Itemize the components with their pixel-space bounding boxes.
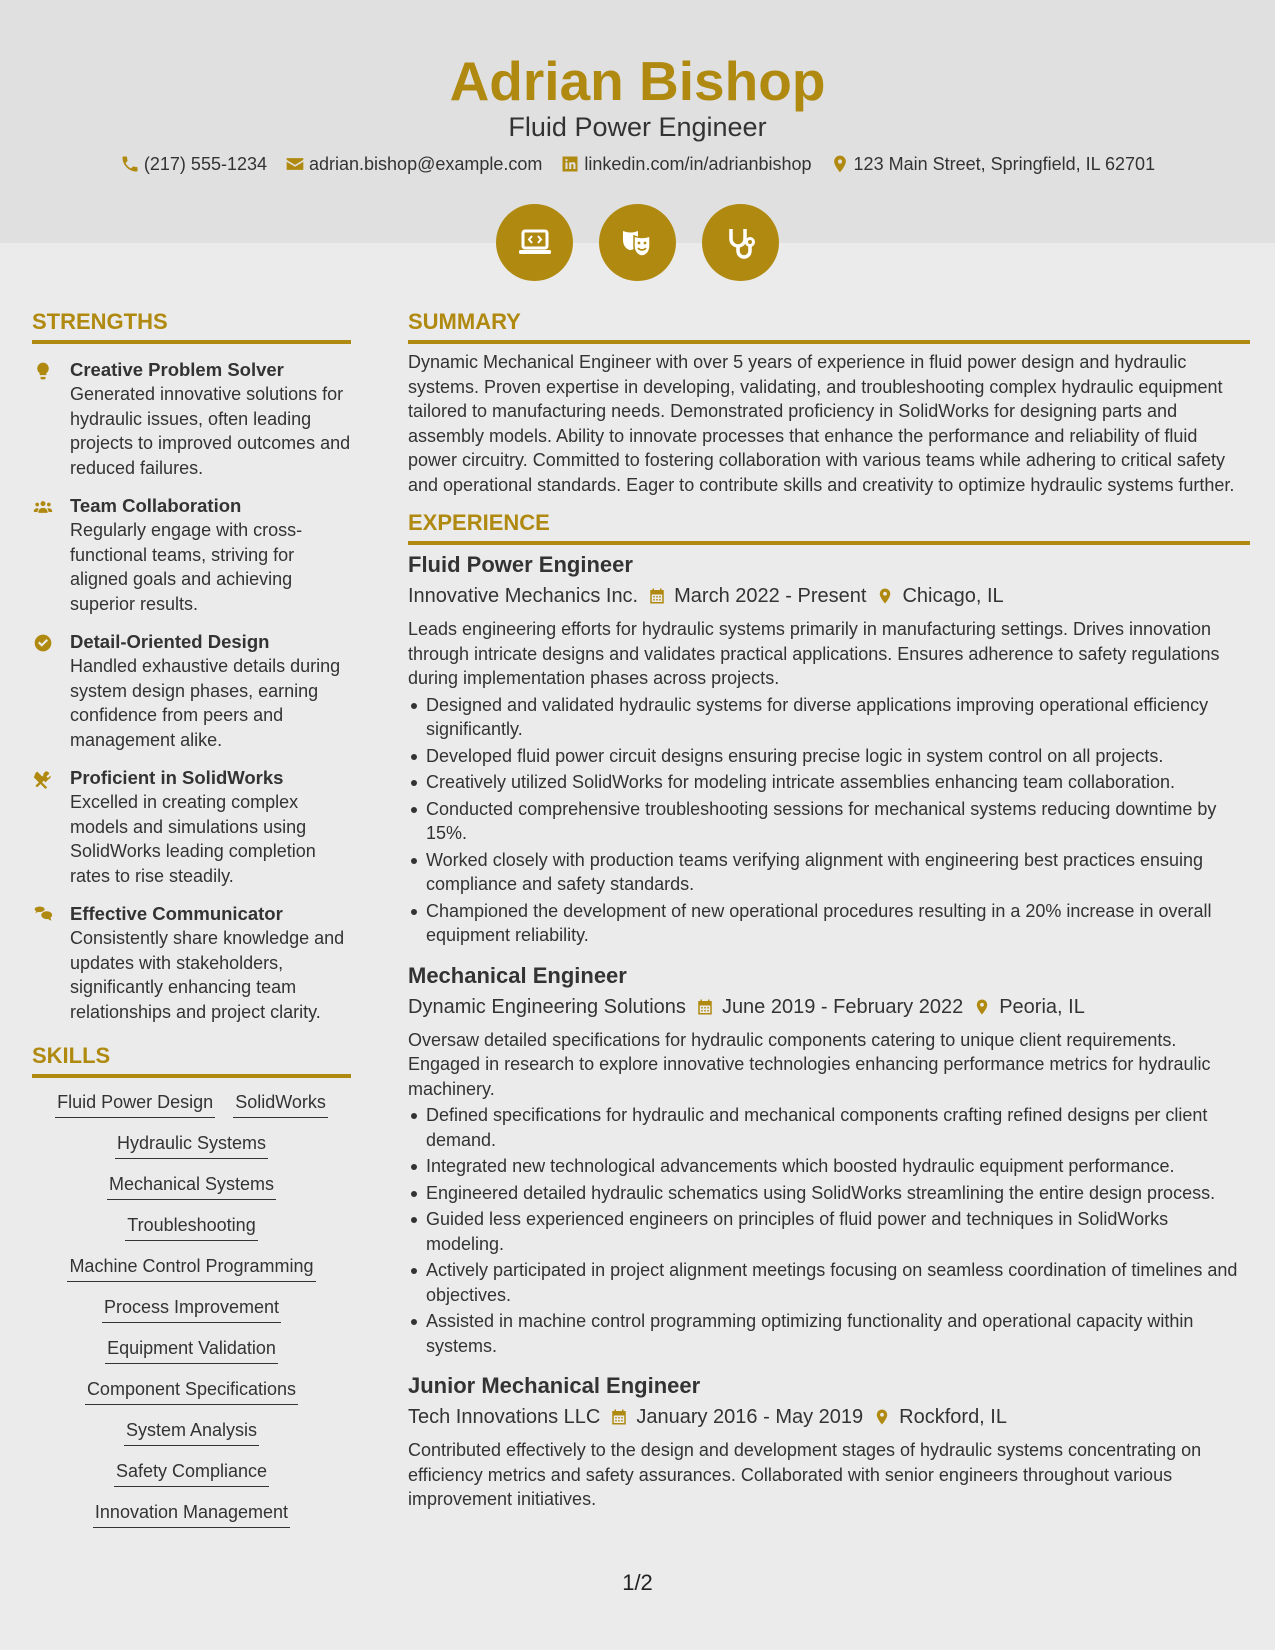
job-bullet: Designed and validated hydraulic systems for diverse applications improving operational efficiency significantly. bbox=[408, 693, 1250, 742]
contact-phone[interactable] bbox=[120, 152, 267, 176]
contact-phone-text: (217) 555-1234 bbox=[143, 154, 267, 174]
skill-tag: Fluid Power Design bbox=[55, 1090, 215, 1118]
contact-linkedin-text: linkedin.com/in/adrianbishop bbox=[584, 154, 812, 174]
strengths-heading: STRENGTHS bbox=[32, 308, 351, 344]
skills-heading: SKILLS bbox=[32, 1042, 351, 1078]
job-entry bbox=[408, 1372, 1250, 1512]
strength-desc: Excelled in creating complex models and simulations using SolidWorks leading completion rates to rise steadily. bbox=[70, 792, 316, 886]
job-bullet: Defined specifications for hydraulic and mechanical components crafting refined designs per client demand. bbox=[408, 1103, 1250, 1152]
skill-tag: Equipment Validation bbox=[105, 1336, 278, 1364]
skills-list bbox=[32, 1090, 351, 1528]
strength-item bbox=[32, 766, 351, 888]
strength-title: Creative Problem Solver bbox=[70, 359, 284, 380]
skill-tag: Hydraulic Systems bbox=[115, 1131, 268, 1159]
location-icon bbox=[973, 997, 991, 1017]
calendar-icon bbox=[696, 997, 714, 1017]
job-company: Tech Innovations LLC bbox=[408, 1406, 601, 1428]
skill-tag: System Analysis bbox=[124, 1418, 259, 1446]
strength-desc: Regularly engage with cross-functional teams, striving for aligned goals and achieving superior results. bbox=[70, 520, 303, 614]
theater-masks-icon bbox=[618, 223, 658, 263]
job-location: Rockford, IL bbox=[899, 1406, 1007, 1428]
job-dates: March 2022 - Present bbox=[674, 585, 867, 607]
badge-laptop-code bbox=[496, 204, 573, 281]
experience-heading: EXPERIENCE bbox=[408, 509, 1250, 545]
job-bullet: Worked closely with production teams verifying alignment with engineering best practices ensuing compliance and safety standards. bbox=[408, 848, 1250, 897]
skill-tag: Safety Compliance bbox=[114, 1459, 269, 1487]
job-meta bbox=[408, 1404, 1250, 1430]
check-circle-icon bbox=[32, 633, 54, 653]
job-meta bbox=[408, 994, 1250, 1020]
strength-desc: Handled exhaustive details during system design phases, earning confidence from peers and management alike. bbox=[70, 656, 341, 750]
location-icon bbox=[873, 1407, 891, 1427]
skill-tag: Innovation Management bbox=[93, 1500, 290, 1528]
laptop-code-icon bbox=[515, 223, 555, 263]
strength-desc: Consistently share knowledge and updates with stakeholders, significantly enhancing team relationships and project clarity. bbox=[70, 928, 345, 1022]
contact-linkedin[interactable] bbox=[560, 152, 811, 176]
summary-heading: SUMMARY bbox=[408, 308, 1250, 344]
job-entry bbox=[408, 551, 1250, 948]
skill-tag: Process Improvement bbox=[102, 1295, 281, 1323]
strength-title: Team Collaboration bbox=[70, 495, 242, 516]
job-desc: Oversaw detailed specifications for hydraulic components catering to unique client requirements. Engaged in research to explore innovative technologies enhancing performance metrics for hydraulic machinery. bbox=[408, 1029, 1211, 1099]
strength-title: Proficient in SolidWorks bbox=[70, 767, 284, 788]
job-title: Mechanical Engineer bbox=[408, 962, 627, 988]
job-bullets bbox=[408, 693, 1250, 948]
left-column bbox=[32, 308, 351, 1528]
skill-tag: SolidWorks bbox=[233, 1090, 328, 1118]
stethoscope-icon bbox=[721, 223, 761, 263]
location-icon bbox=[876, 586, 894, 606]
job-desc: Contributed effectively to the design and development stages of hydraulic systems concentrating on efficiency metrics and safety assurances. Collaborated with senior engineers throughout various improvement initiatives. bbox=[408, 1440, 1202, 1509]
job-bullet: Assisted in machine control programming optimizing functionality and operational capacity within systems. bbox=[408, 1309, 1250, 1358]
skill-tag: Troubleshooting bbox=[125, 1213, 257, 1241]
job-bullets bbox=[408, 1103, 1250, 1358]
calendar-icon bbox=[648, 586, 666, 606]
job-dates: June 2019 - February 2022 bbox=[721, 995, 964, 1018]
strengths-list bbox=[32, 358, 351, 1042]
tools-icon bbox=[32, 769, 54, 789]
badge-stethoscope bbox=[702, 204, 779, 281]
calendar-icon bbox=[610, 1407, 628, 1427]
job-entry bbox=[408, 962, 1250, 1359]
job-company: Innovative Mechanics Inc. bbox=[408, 585, 639, 607]
users-icon bbox=[32, 497, 54, 517]
skill-tag: Component Specifications bbox=[85, 1377, 298, 1405]
strength-title: Detail-Oriented Design bbox=[70, 631, 270, 652]
strength-item bbox=[32, 630, 351, 752]
linkedin-icon bbox=[560, 154, 580, 174]
job-bullet: Conducted comprehensive troubleshooting sessions for mechanical systems reducing downtime by 15%. bbox=[408, 797, 1250, 846]
candidate-title: Fluid Power Engineer bbox=[508, 112, 767, 142]
contact-email[interactable] bbox=[285, 152, 542, 176]
phone-icon bbox=[120, 154, 140, 174]
job-bullet: Championed the development of new operational procedures resulting in a 20% increase in overall equipment reliability. bbox=[408, 899, 1250, 948]
job-bullet: Integrated new technological advancements which boosted hydraulic equipment performance. bbox=[408, 1154, 1250, 1179]
job-bullet: Developed fluid power circuit designs ensuring precise logic in system control on all projects. bbox=[408, 744, 1250, 769]
job-desc: Leads engineering efforts for hydraulic systems primarily in manufacturing settings. Drives innovation through intricate designs and validates practical applications. Ensures adherence to safety regulations during implementation phases across projects. bbox=[408, 619, 1220, 688]
contact-email-text: adrian.bishop@example.com bbox=[309, 154, 543, 174]
contact-address bbox=[830, 152, 1156, 176]
job-dates: January 2016 - May 2019 bbox=[636, 1406, 864, 1428]
job-title: Fluid Power Engineer bbox=[408, 552, 633, 577]
location-icon bbox=[830, 154, 850, 174]
strength-title: Effective Communicator bbox=[70, 903, 283, 924]
contact-bar bbox=[0, 152, 1275, 176]
right-column bbox=[408, 308, 1250, 1512]
comments-icon bbox=[32, 905, 54, 925]
strength-desc: Generated innovative solutions for hydraulic issues, often leading projects to improved outcomes and reduced failures. bbox=[70, 384, 351, 478]
skill-tag: Machine Control Programming bbox=[67, 1254, 315, 1282]
summary-text: Dynamic Mechanical Engineer with over 5 years of experience in fluid power design and hydraulic systems. Proven expertise in developing, validating, and troubleshooting complex hydraulic equipment tailored to manufacturing needs. Demonstrated proficiency in SolidWorks for designing parts and assembly models. Ability to innovate processes that enhance the performance and reliability of fluid power circuitry. Committed to fostering collaboration with various teams while adhering to critical safety and operational standards. Eager to contribute skills and creativity to optimize hydraulic systems further. bbox=[408, 352, 1235, 495]
job-location: Chicago, IL bbox=[902, 585, 1004, 607]
candidate-name: Adrian Bishop bbox=[449, 50, 826, 112]
job-title: Junior Mechanical Engineer bbox=[408, 1373, 701, 1398]
job-meta bbox=[408, 583, 1250, 609]
badge-theater-masks bbox=[599, 204, 676, 281]
interest-badges bbox=[0, 204, 1275, 281]
strength-item bbox=[32, 494, 351, 616]
strength-item bbox=[32, 902, 351, 1024]
contact-address-text: 123 Main Street, Springfield, IL 62701 bbox=[853, 154, 1156, 174]
skill-tag: Mechanical Systems bbox=[107, 1172, 276, 1200]
job-bullet: Creatively utilized SolidWorks for modeling intricate assemblies enhancing team collaboration. bbox=[408, 770, 1250, 795]
job-location: Peoria, IL bbox=[999, 995, 1085, 1018]
job-bullet: Engineered detailed hydraulic schematics using SolidWorks streamlining the entire design process. bbox=[408, 1181, 1250, 1206]
page-number: 1/2 bbox=[622, 1570, 653, 1595]
strength-item bbox=[32, 358, 351, 480]
job-company: Dynamic Engineering Solutions bbox=[408, 995, 686, 1018]
job-bullet: Actively participated in project alignment meetings focusing on seamless coordination of timelines and objectives. bbox=[408, 1258, 1250, 1307]
lightbulb-icon bbox=[32, 361, 54, 381]
job-bullet: Guided less experienced engineers on principles of fluid power and techniques in SolidWorks modeling. bbox=[408, 1207, 1250, 1256]
email-icon bbox=[285, 154, 305, 174]
